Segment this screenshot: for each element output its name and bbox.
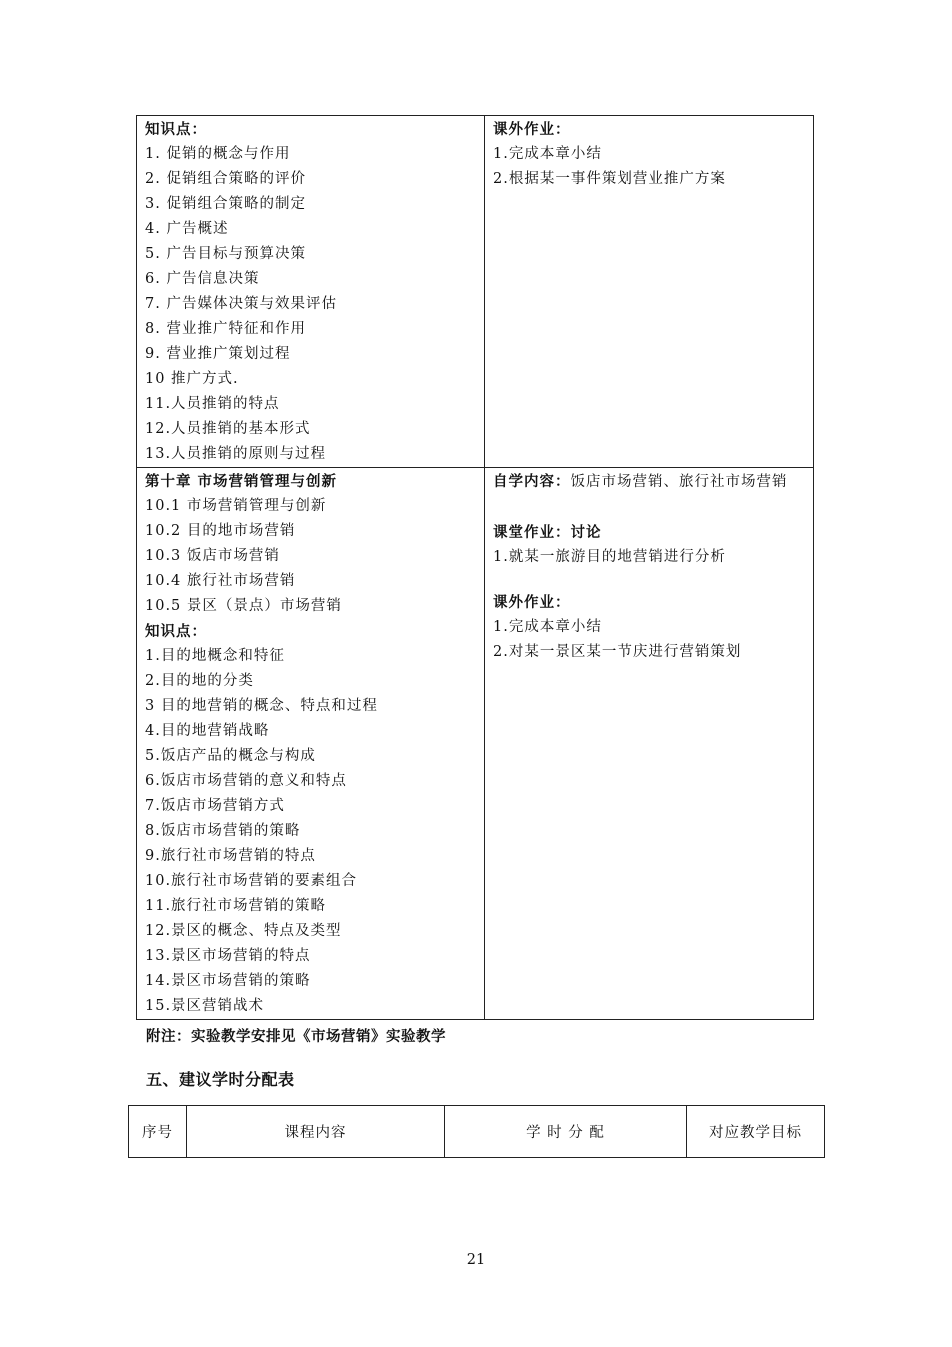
list-item: 4.目的地营销战略 bbox=[145, 723, 270, 739]
syllabus-table bbox=[136, 115, 814, 1020]
syllabus-row-chapter-9 bbox=[137, 116, 814, 468]
list-item: 2.对某一景区某一节庆进行营销策划 bbox=[493, 644, 742, 660]
section-item: 10.2 目的地市场营销 bbox=[145, 523, 296, 539]
self-study-label: 自学内容： bbox=[493, 473, 571, 490]
list-item: 5.饭店产品的概念与构成 bbox=[145, 748, 316, 764]
list-item: 2. 促销组合策略的评价 bbox=[145, 171, 306, 187]
header-serial-no: 序号 bbox=[129, 1106, 187, 1158]
list-item: 7. 广告媒体决策与效果评估 bbox=[145, 296, 337, 312]
list-item: 8. 营业推广特征和作用 bbox=[145, 321, 306, 337]
list-item: 1.完成本章小结 bbox=[493, 619, 602, 635]
knowledge-points-cell bbox=[137, 116, 485, 468]
list-item: 11.旅行社市场营销的策略 bbox=[145, 898, 327, 914]
knowledge-points-list bbox=[145, 142, 477, 467]
list-item: 1.就某一旅游目的地营销进行分析 bbox=[493, 549, 726, 565]
list-item: 9.旅行社市场营销的特点 bbox=[145, 848, 316, 864]
section-item: 10.5 景区（景点）市场营销 bbox=[145, 598, 342, 614]
classwork-heading: 课堂作业：讨论 bbox=[493, 524, 602, 541]
list-item: 14.景区市场营销的策略 bbox=[145, 973, 311, 989]
knowledge-points-heading: 知识点： bbox=[145, 121, 207, 138]
list-item: 2.根据某一事件策划营业推广方案 bbox=[493, 171, 726, 187]
homework-cell bbox=[485, 116, 814, 468]
chapter-title: 第十章 市场营销管理与创新 bbox=[145, 473, 338, 490]
section-item: 10.3 饭店市场营销 bbox=[145, 548, 280, 564]
list-item: 1.目的地概念和特征 bbox=[145, 648, 285, 664]
chapter-content-cell bbox=[137, 468, 485, 1020]
list-item: 1.完成本章小结 bbox=[493, 146, 602, 162]
table-header-row bbox=[129, 1106, 825, 1158]
list-item: 3. 促销组合策略的制定 bbox=[145, 196, 306, 212]
header-teaching-goals: 对应教学目标 bbox=[687, 1106, 825, 1158]
list-item: 12.人员推销的基本形式 bbox=[145, 421, 311, 437]
self-study-line bbox=[493, 469, 806, 495]
spacer bbox=[493, 570, 806, 590]
header-hours: 学 时 分 配 bbox=[445, 1106, 687, 1158]
list-item: 5. 广告目标与预算决策 bbox=[145, 246, 306, 262]
homework-heading: 课外作业： bbox=[493, 594, 571, 611]
spacer bbox=[493, 495, 806, 520]
knowledge-points-heading: 知识点： bbox=[145, 623, 207, 640]
list-item: 6. 广告信息决策 bbox=[145, 271, 260, 287]
list-item: 15.景区营销战术 bbox=[145, 998, 265, 1014]
list-item: 13.景区市场营销的特点 bbox=[145, 948, 311, 964]
list-item: 6.饭店市场营销的意义和特点 bbox=[145, 773, 347, 789]
chapter-sections-list bbox=[145, 494, 477, 619]
homework-heading: 课外作业： bbox=[493, 121, 571, 138]
list-item: 9. 营业推广策划过程 bbox=[145, 346, 291, 362]
hours-allocation-table bbox=[128, 1105, 825, 1158]
list-item: 3 目的地营销的概念、特点和过程 bbox=[145, 698, 378, 714]
experiment-note: 附注：实验教学安排见《市场营销》实验教学 bbox=[146, 1028, 446, 1045]
syllabus-row-chapter-10 bbox=[137, 468, 814, 1020]
list-item: 13.人员推销的原则与过程 bbox=[145, 446, 327, 462]
header-course-content: 课程内容 bbox=[187, 1106, 445, 1158]
list-item: 2.目的地的分类 bbox=[145, 673, 254, 689]
assignments-cell bbox=[485, 468, 814, 1020]
list-item: 1. 促销的概念与作用 bbox=[145, 146, 291, 162]
list-item: 8.饭店市场营销的策略 bbox=[145, 823, 301, 839]
self-study-text: 饭店市场营销、旅行社市场营销 bbox=[570, 474, 788, 490]
list-item: 7.饭店市场营销方式 bbox=[145, 798, 285, 814]
list-item: 12.景区的概念、特点及类型 bbox=[145, 923, 342, 939]
section-item: 10.4 旅行社市场营销 bbox=[145, 573, 296, 589]
section-item: 10.1 市场营销管理与创新 bbox=[145, 498, 327, 514]
list-item: 10 推广方式. bbox=[145, 371, 239, 387]
list-item: 10.旅行社市场营销的要素组合 bbox=[145, 873, 358, 889]
list-item: 4. 广告概述 bbox=[145, 221, 229, 237]
list-item: 11.人员推销的特点 bbox=[145, 396, 280, 412]
page-number: 21 bbox=[466, 1252, 486, 1268]
knowledge-points-list bbox=[145, 644, 477, 1019]
section-title: 五、建议学时分配表 bbox=[146, 1070, 295, 1089]
